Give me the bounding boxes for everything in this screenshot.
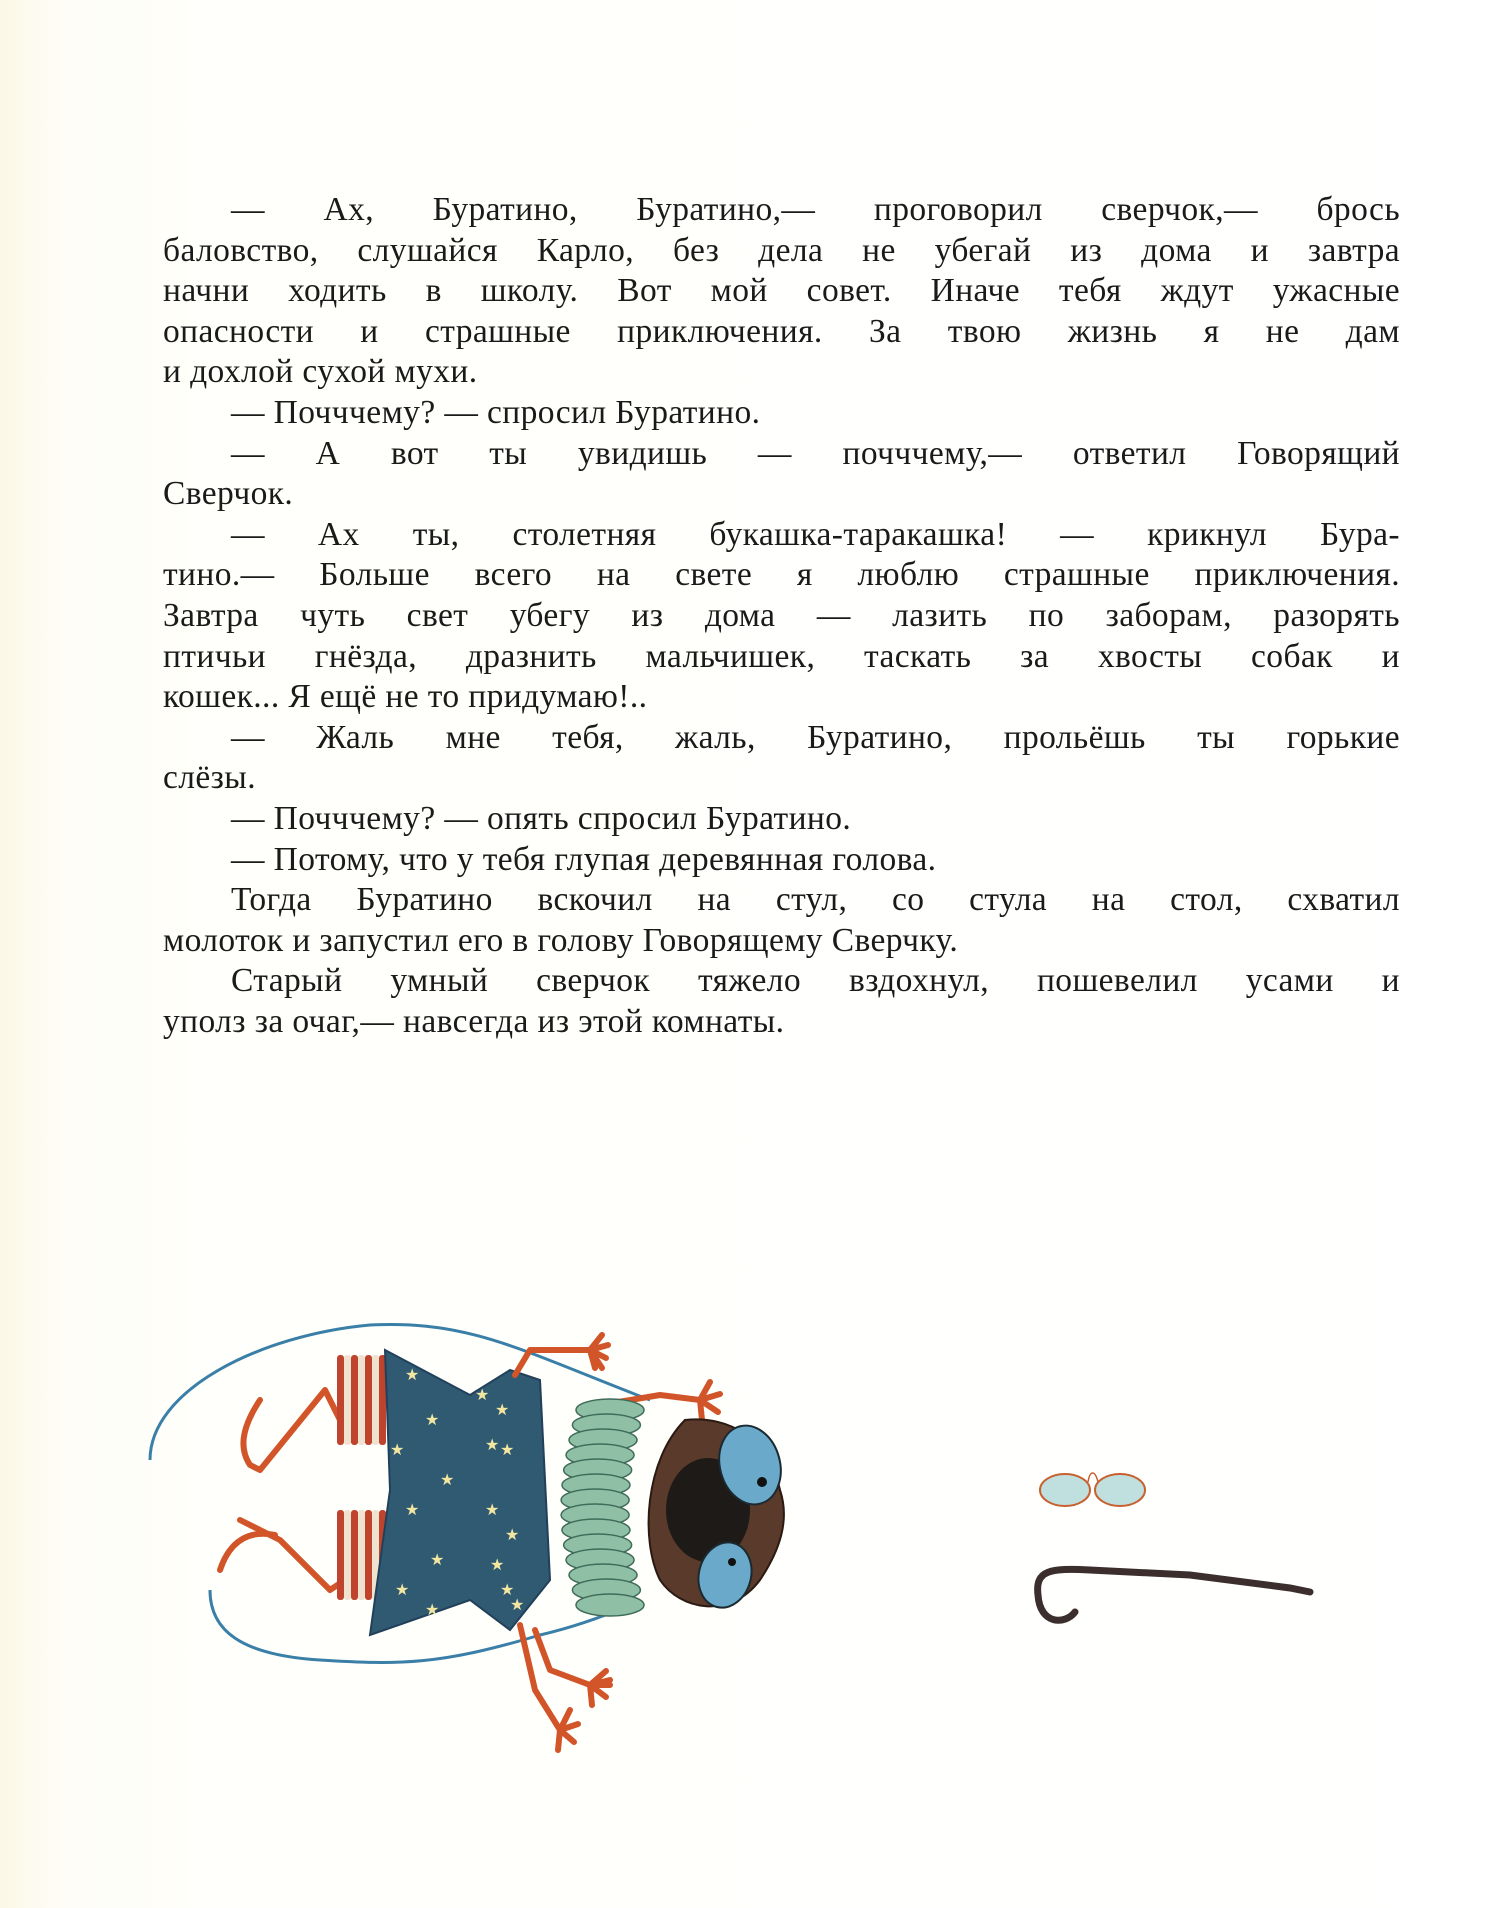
paragraph [163,880,1400,961]
text-line: — Жаль мне тебя, жаль, Буратино, прольёшь ты горькие [231,718,1400,756]
star-icon: ★ [395,1580,410,1599]
paragraph [163,190,1400,393]
bloomer-stripe [358,1355,365,1445]
bloomer-stripe [344,1510,351,1600]
bloomer-stripe [358,1510,365,1600]
star-icon: ★ [390,1440,405,1459]
text-line: Завтра чуть свет убегу из дома — лазить по заборам, разорять [163,596,1400,634]
paragraph [163,799,1400,840]
star-icon: ★ [485,1500,500,1519]
paragraph [163,434,1400,515]
star-icon: ★ [405,1365,420,1384]
star-icon: ★ [475,1385,490,1404]
text-line: Сверчок. [163,475,294,513]
paragraph [163,718,1400,799]
star-icon: ★ [440,1470,455,1489]
text-line: слёзы. [163,759,256,797]
text-line: Старый умный сверчок тяжело вздохнул, пошевелил усами и [231,962,1400,1000]
story-text [163,190,1400,1042]
text-line: уполз за очаг,— навсегда из этой комнаты. [163,1002,785,1040]
walking-cane-icon [1038,1569,1310,1620]
bloomer-stripe [351,1355,358,1445]
cricket-illustration [140,1290,1440,1790]
bloomer-stripe [337,1355,344,1445]
text-line: — Почччему? — спросил Буратино. [231,393,761,431]
star-icon: ★ [405,1500,420,1519]
star-icon: ★ [500,1440,515,1459]
paragraph [163,840,1400,881]
text-line: — Ах ты, столетняя букашка-таракашка! — крикнул Бура- [231,515,1400,553]
bloomer-stripe [337,1510,344,1600]
star-icon: ★ [485,1435,500,1454]
text-line: молоток и запустил его в голову Говорящему Сверчку. [163,921,959,959]
text-line: Тогда Буратино вскочил на стул, со стула на стол, схватил [231,881,1400,919]
leg-mid-lower [520,1625,578,1750]
text-line: тино.— Больше всего на свете я люблю страшные приключения. [163,556,1400,594]
star-icon: ★ [490,1555,505,1574]
pupil-lower [728,1558,736,1566]
text-line: — Почччему? — опять спросил Буратино. [231,799,852,837]
ruff-collar [561,1399,644,1616]
star-icon: ★ [425,1410,440,1429]
star-icon: ★ [505,1525,520,1544]
bloomer-stripe [344,1355,351,1445]
text-line: птичьи гнёзда, дразнить мальчишек, таскать за хвосты собак и [163,637,1400,675]
ruff-petal [576,1594,644,1616]
text-line: и дохлой сухой мухи. [163,353,478,391]
leg-front-upper [515,1335,608,1375]
text-line: баловство, слушайся Карло, без дела не убегай из дома и завтра [163,231,1400,269]
bloomer-stripe [351,1510,358,1600]
star-icon: ★ [425,1600,440,1619]
text-line: — А вот ты увидишь — почччему,— ответил Говорящий [231,434,1400,472]
text-line: — Ах, Буратино, Буратино,— проговорил сверчок,— брось [231,191,1400,228]
pupil-upper [757,1477,767,1487]
star-icon: ★ [500,1580,515,1599]
paragraph [163,961,1400,1042]
text-line: опасности и страшные приключения. За твою жизнь я не дам [163,312,1400,350]
text-line: — Потому, что у тебя глупая деревянная голова. [231,840,937,878]
bloomer-stripe [365,1510,372,1600]
text-line: кошек... Я ещё не то придумаю!.. [163,678,648,716]
paragraph [163,515,1400,718]
star-icon: ★ [510,1595,525,1614]
star-icon: ★ [430,1550,445,1569]
striped-bloomers [337,1355,386,1600]
leg-front-lower [535,1630,610,1705]
star-icon: ★ [495,1400,510,1419]
paragraph [163,393,1400,434]
text-line: начни ходить в школу. Вот мой совет. Иначе тебя ждут ужасные [163,272,1400,310]
pince-nez-glasses-icon [1040,1473,1145,1506]
bloomer-stripe [372,1355,379,1445]
bloomer-stripe [365,1355,372,1445]
